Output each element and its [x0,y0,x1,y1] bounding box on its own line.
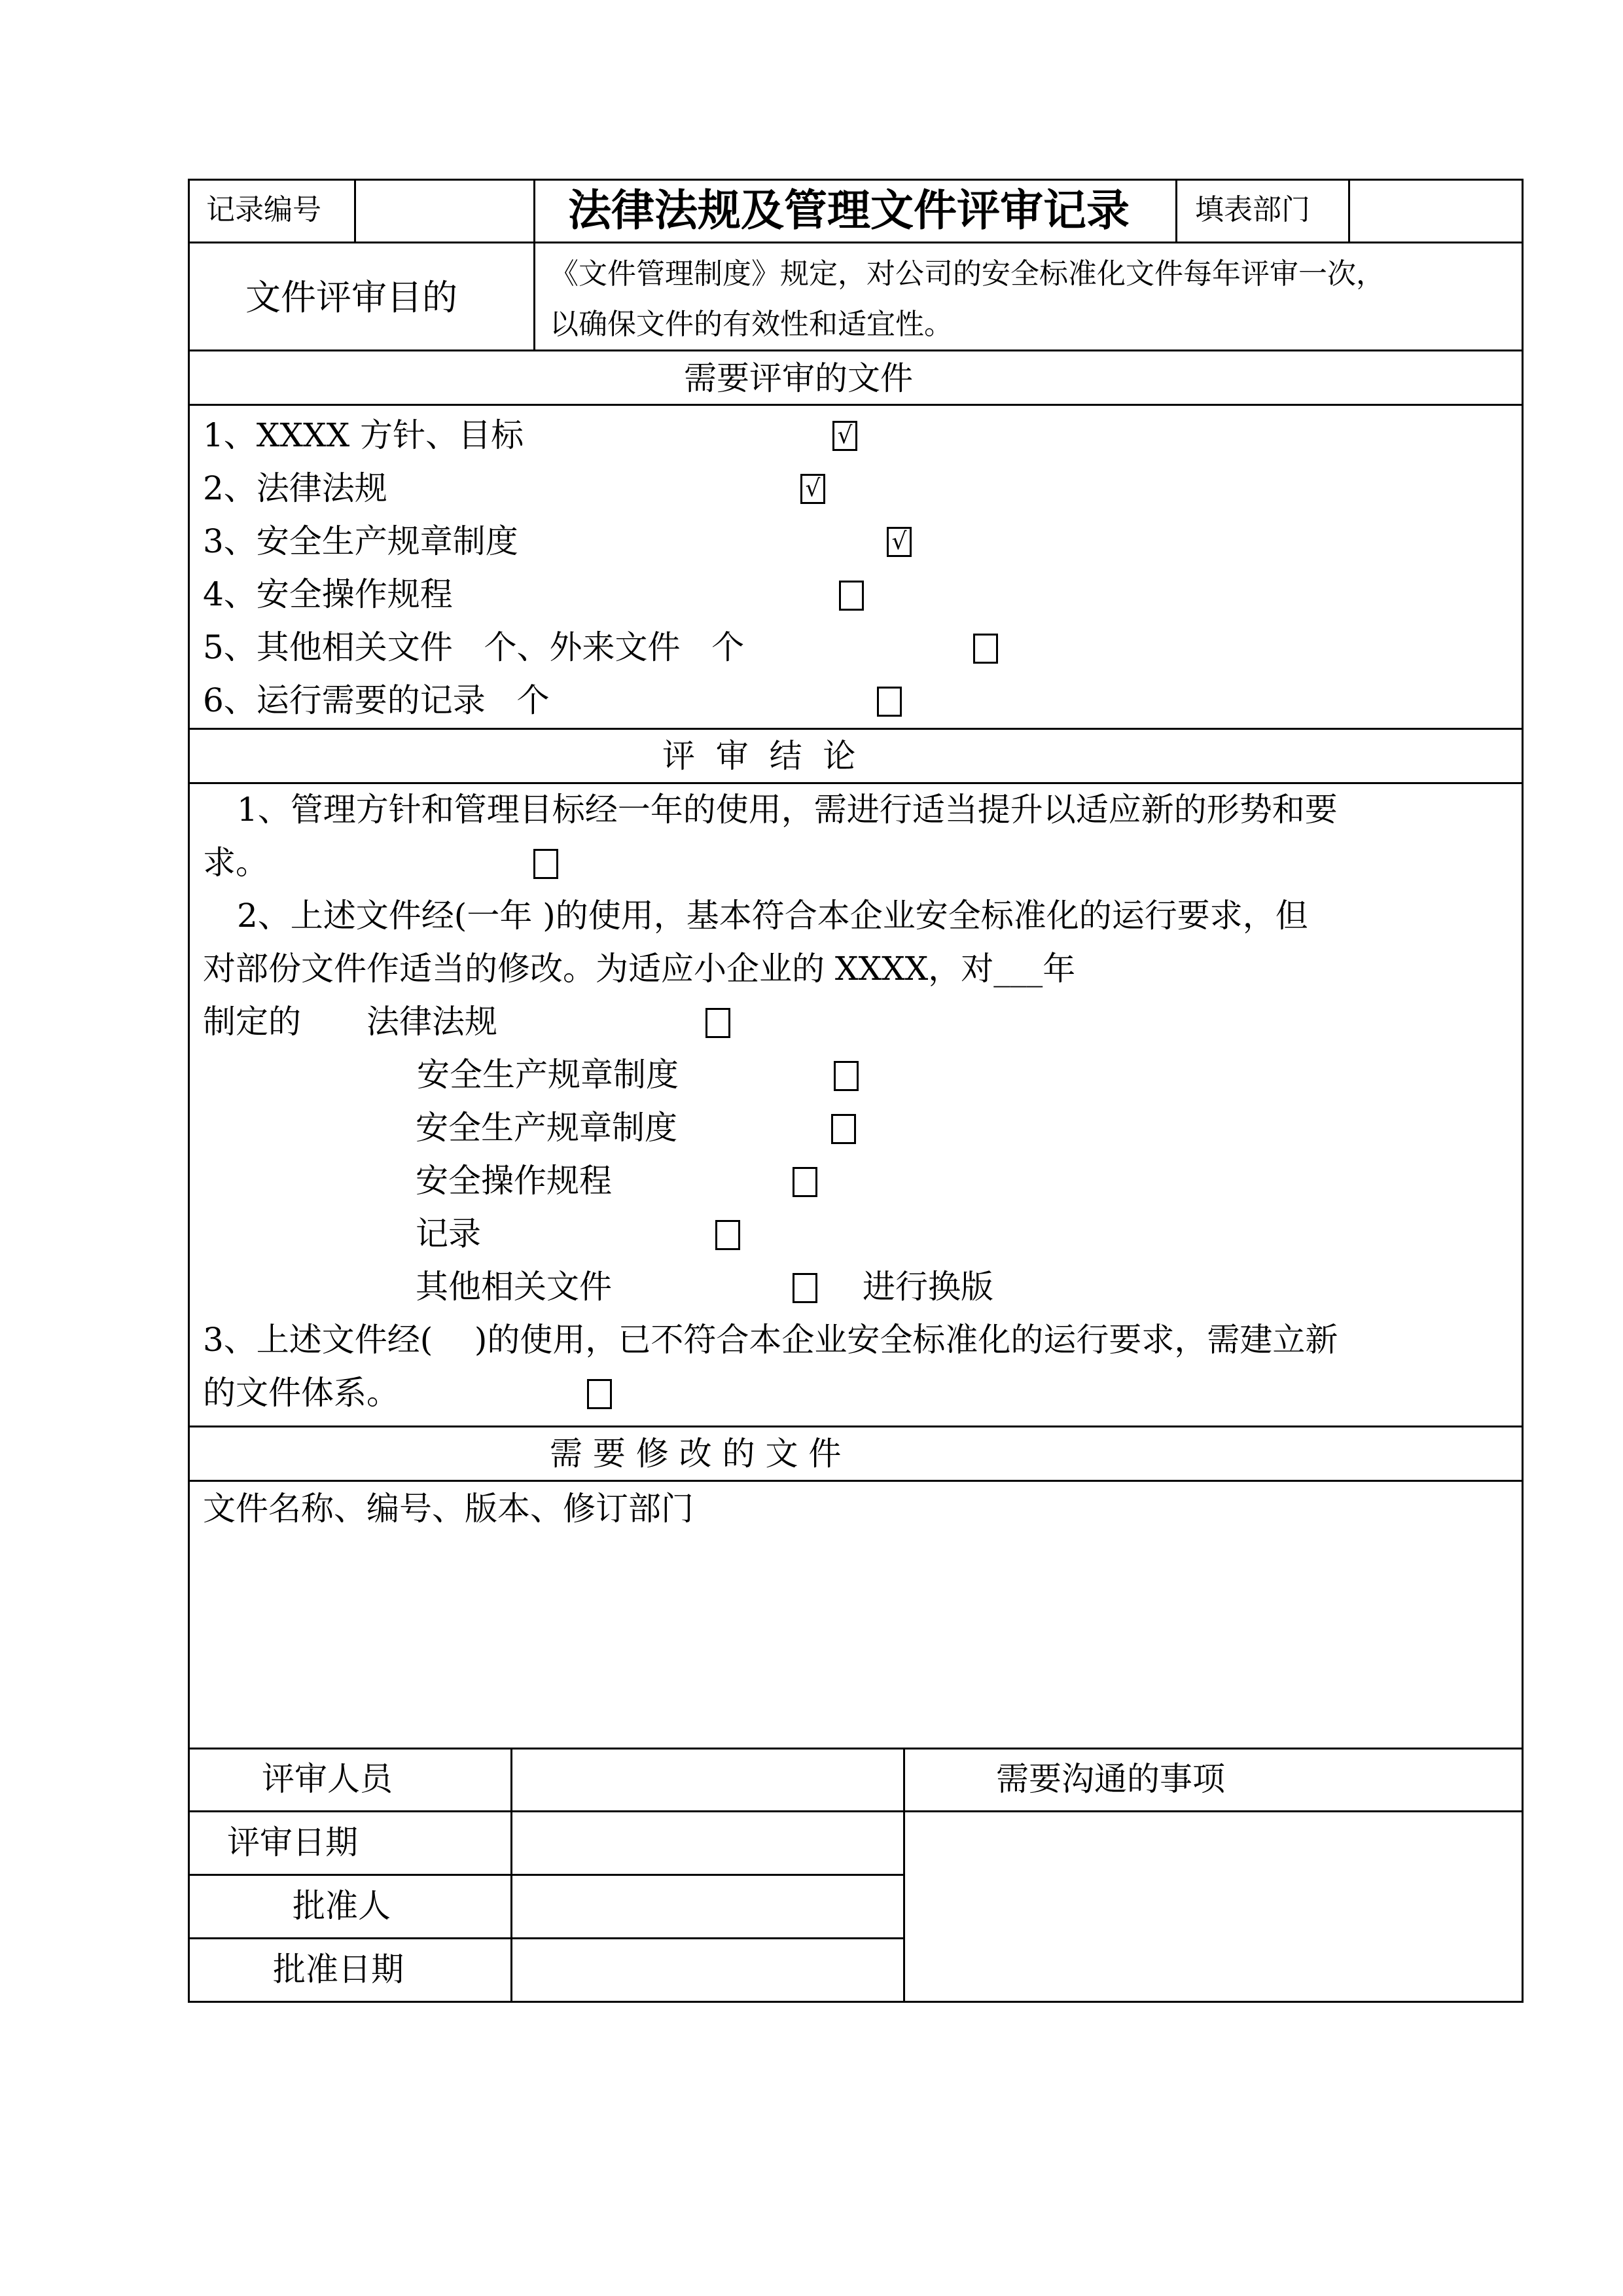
record-number-field[interactable] [357,182,531,241]
conclusion-2-suffix: 进行换版 [863,1268,993,1306]
purpose-text-line2: 以确保文件的有效性和适宜性。 [550,308,953,341]
conclusion-2-item: 法律法规 [366,1003,497,1041]
col-divider [533,179,535,351]
conclusion-1-checkbox[interactable] [533,849,558,879]
modify-docs-content[interactable]: 文件名称、编号、版本、修订部门 [203,1490,694,1528]
col-divider [510,1748,512,2003]
conclusion-3-line2: 的文件体系。 [203,1374,399,1412]
review-doc-item: 2、法律法规 [203,469,387,507]
modify-docs-heading: 需 要 修 改 的 文 件 [550,1435,842,1473]
review-docs-heading: 需要评审的文件 [684,359,913,397]
row-divider [188,1810,1524,1812]
department-field[interactable] [1351,182,1520,241]
row-divider [188,1480,1524,1482]
review-doc-item: 6、运行需要的记录 个 [203,681,550,719]
review-doc-item: 3、安全生产规章制度 [203,522,518,560]
conclusion-2-checkbox[interactable] [793,1273,817,1303]
review-doc-checkbox[interactable]: √ [800,474,825,504]
row-divider [188,1937,904,1939]
col-divider [903,1748,905,2003]
review-doc-item: 4、安全操作规程 [203,575,453,613]
review-date-field[interactable] [514,1814,901,1873]
row-divider [188,728,1524,730]
purpose-text-line1: 《文件管理制度》规定，对公司的安全标准化文件每年评审一次， [550,257,1385,291]
conclusion-heading: 评 审 结 论 [662,737,856,775]
approve-date-field[interactable] [514,1941,901,2000]
row-divider [188,242,1524,243]
conclusion-2-checkbox[interactable] [705,1008,730,1038]
row-divider [188,782,1524,784]
communicate-field[interactable] [906,1814,1520,2000]
row-divider [188,404,1524,406]
conclusion-1-line1: 1、管理方针和管理目标经一年的使用，需进行适当提升以适应新的形势和要 [237,791,1338,829]
purpose-label: 文件评审目的 [245,277,457,318]
conclusion-2-item: 记录 [416,1215,481,1253]
row-divider [188,1426,1524,1427]
conclusion-2-checkbox[interactable] [793,1167,817,1197]
conclusion-2-line2: 对部份文件作适当的修改。为适应小企业的 XXXX，对___年 [203,950,1076,988]
table-border-bottom [188,2001,1524,2003]
approver-field[interactable] [514,1877,901,1936]
row-divider [188,1874,904,1876]
table-border-left [188,179,190,2003]
conclusion-2-checkbox[interactable] [831,1114,856,1144]
conclusion-2-item: 安全生产规章制度 [417,1056,679,1094]
col-divider [1175,179,1177,243]
review-doc-checkbox[interactable] [877,687,902,717]
review-doc-item: 1、XXXX 方针、目标 [203,416,524,454]
conclusion-2-item: 安全操作规程 [416,1162,612,1200]
review-doc-checkbox[interactable]: √ [887,527,912,557]
review-doc-checkbox[interactable]: √ [832,421,857,451]
conclusion-2-line1: 2、上述文件经(一年 )的使用，基本符合本企业安全标准化的运行要求，但 [237,897,1308,935]
review-doc-checkbox[interactable] [973,634,998,664]
col-divider [1348,179,1350,243]
conclusion-2-prefix: 制定的 [203,1003,301,1041]
table-border-top [188,179,1524,181]
row-divider [188,1748,1524,1749]
review-doc-item: 5、其他相关文件 个、外来文件 个 [203,628,745,666]
reviewer-label: 评审人员 [262,1760,393,1798]
col-divider [354,179,356,243]
department-label: 填表部门 [1195,193,1310,226]
approve-date-label: 批准日期 [273,1950,404,1988]
reviewer-field[interactable] [514,1751,901,1809]
record-number-label: 记录编号 [206,193,321,226]
approver-label: 批准人 [293,1887,391,1925]
review-date-label: 评审日期 [227,1823,358,1861]
review-doc-checkbox[interactable] [839,581,864,611]
communicate-label: 需要沟通的事项 [996,1760,1225,1798]
table-border-right [1522,179,1524,2003]
form-title: 法律法规及管理文件评审记录 [568,185,1130,236]
conclusion-2-item: 安全生产规章制度 [416,1109,677,1147]
conclusion-2-item: 其他相关文件 [416,1268,612,1306]
conclusion-3-checkbox[interactable] [587,1379,612,1409]
conclusion-3-line1: 3、上述文件经( )的使用，已不符合本企业安全标准化的运行要求，需建立新 [203,1321,1338,1359]
row-divider [188,350,1524,351]
conclusion-2-checkbox[interactable] [715,1220,740,1250]
conclusion-1-line2: 求。 [203,844,268,882]
conclusion-2-checkbox[interactable] [834,1061,859,1091]
